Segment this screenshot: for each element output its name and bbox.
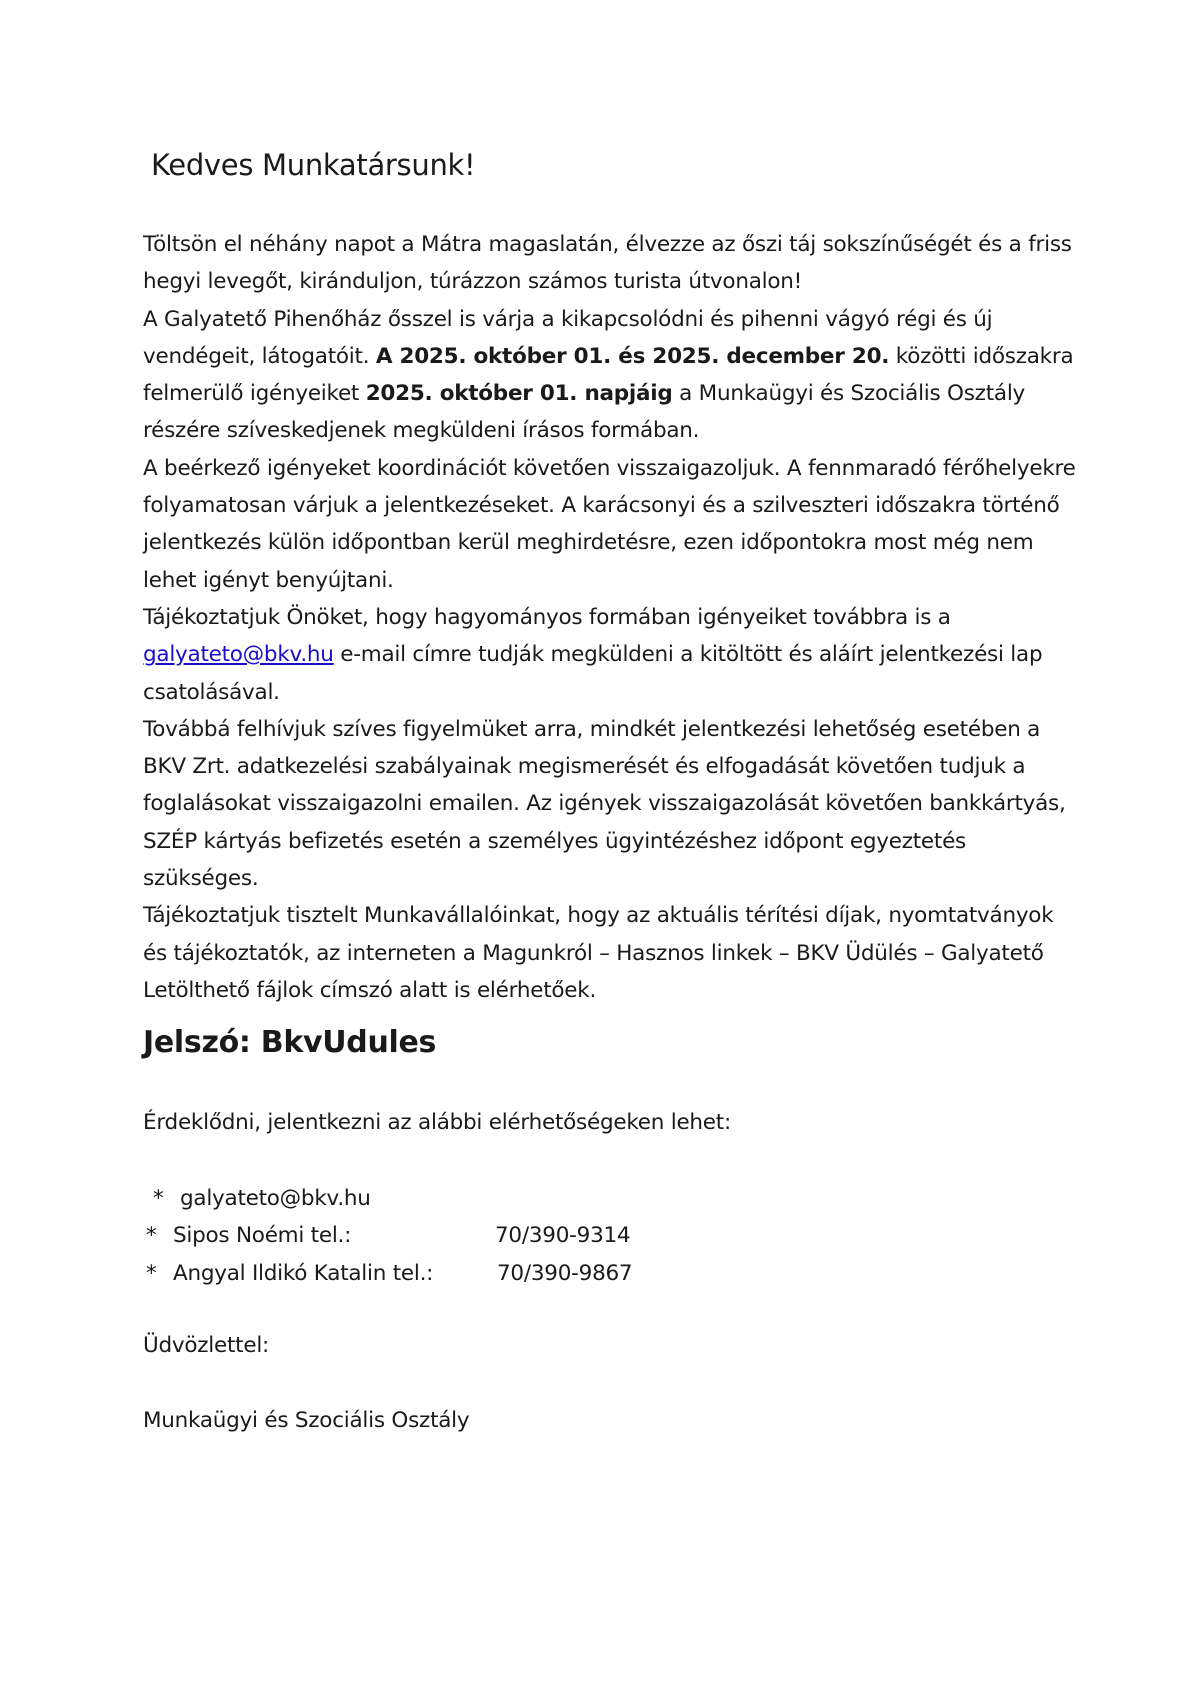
- text: a Munkaügyi és Szociális Osztály részére szíveskedjenek megküldeni írásos formában.: [143, 381, 1026, 444]
- contact-phone: 70/390-9314: [495, 1223, 631, 1249]
- closing-text: Üdvözlettel:: [143, 1333, 270, 1358]
- text: e-mail címre tudják megküldeni a kitöltött és aláírt jelentkezési lap csatolásával.: [143, 642, 1043, 705]
- contact-phone: 70/390-9867: [497, 1260, 633, 1286]
- signature: Munkaügyi és Szociális Osztály: [143, 1408, 470, 1433]
- email-link[interactable]: galyateto@bkv.hu: [143, 642, 334, 668]
- contact-intro: Érdeklődni, jelentkezni az alábbi elérhetőségeken lehet:: [143, 1110, 731, 1135]
- bold-date-range: A 2025. október 01. és 2025. december 20.: [375, 343, 890, 369]
- bullet: *: [146, 1260, 157, 1286]
- bold-deadline: 2025. október 01. napjáig: [365, 381, 673, 407]
- text: A Galyatető Pihenőház ősszel is várja a kikapcsolódni és pihenni vágyó régi és új vendégeit, látogatóit.: [143, 306, 993, 369]
- paragraph-fees-info: Tájékoztatjuk tisztelt Munkavállalóinkat, hogy az aktuális térítési díjak, nyomtatványok és tájékoztatók, az interneten a Magunkról – Hasznos linkek – BKV Üdülés – Galyatető Letölthető fájlok címszó alatt is elérhetőek.: [143, 903, 1054, 1003]
- password-heading: Jelszó: BkvUdules: [143, 1025, 437, 1060]
- paragraph-confirmation: A beérkező igényeket koordinációt követően visszaigazoljuk. A fennmaradó férőhelyekre folyamatosan várjuk a jelentkezéseket. A karácsonyi és a szilveszteri időszakra történő jelentkezés külön időpontban kerül meghirdetésre, ezen időpontokra most még nem lehet igényt benyújtani.: [143, 455, 1076, 593]
- paragraph-dates: [143, 301, 1083, 450]
- contact-email: galyateto@bkv.hu: [180, 1186, 371, 1211]
- paragraph-intro: Töltsön el néhány napot a Mátra magaslatán, élvezze az őszi táj sokszínűségét és a friss hegyi levegőt, kiránduljon, túrázzon számos turista útvonalon!: [143, 232, 1072, 295]
- paragraph-data-policy: Továbbá felhívjuk szíves figyelmüket arra, mindkét jelentkezési lehetőség esetében a BKV Zrt. adatkezelési szabályainak megismerését és elfogadását követően tudjuk a foglalásokat visszaigazolni emailen. Az igények visszaigazolását követően bankkártyás, SZÉP kártyás befizetés esetén a személyes ügyintézéshez időpont egyeztetés szükséges.: [143, 716, 1066, 892]
- contact-name: Angyal Ildikó Katalin tel.:: [173, 1260, 434, 1286]
- greeting-heading: Kedves Munkatársunk!: [151, 148, 476, 182]
- bullet: *: [146, 1223, 157, 1249]
- letter-body: [143, 226, 1083, 1009]
- text: közötti időszakra felmerülő igényeiket: [143, 343, 1074, 407]
- contact-name: Sipos Noémi tel.:: [173, 1223, 352, 1249]
- paragraph-email: [143, 599, 1083, 711]
- bullet: *: [153, 1186, 164, 1211]
- text: Tájékoztatjuk Önöket, hogy hagyományos formában igényeiket továbbra is a: [143, 604, 951, 630]
